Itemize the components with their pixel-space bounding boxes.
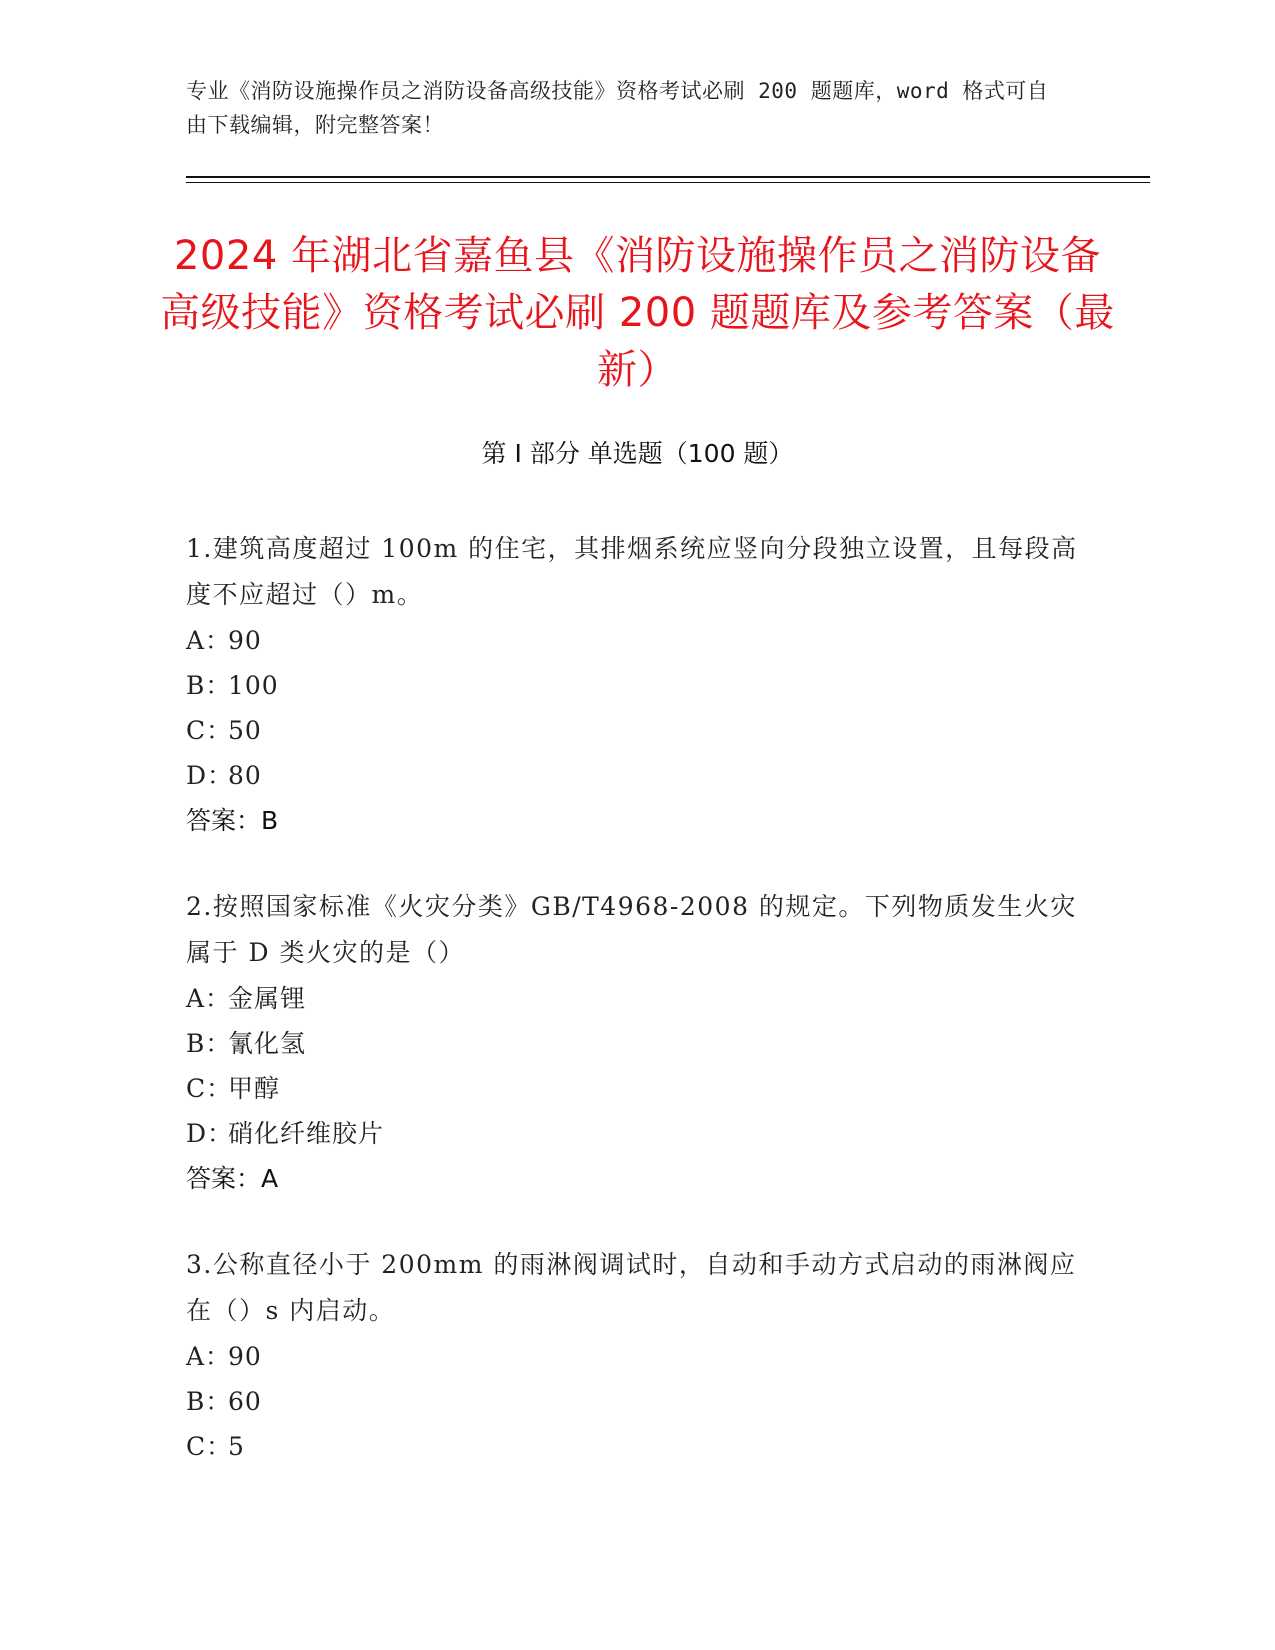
option-text: 100	[228, 671, 279, 700]
option-d	[186, 1111, 1086, 1156]
option-letter: B：	[186, 1029, 232, 1058]
question-stem: 3.公称直径小于 200mm 的雨淋阀调试时，自动和手动方式启动的雨淋阀应在（）s 内启动。	[186, 1250, 1077, 1325]
option-letter: D：	[186, 1119, 234, 1148]
header-divider-thin	[186, 182, 1150, 183]
option-text: 90	[228, 626, 262, 655]
answer-line: 答案：B	[186, 806, 279, 835]
question-stem: 2.按照国家标准《火灾分类》GB/T4968-2008 的规定。下列物质发生火灾属于 D 类火灾的是（）	[186, 892, 1077, 967]
option-b	[186, 1021, 1086, 1066]
option-text: 80	[228, 761, 262, 790]
question-stem: 1.建筑高度超过 100m 的住宅，其排烟系统应竖向分段独立设置，且每段高度不应超过（）m。	[186, 534, 1078, 609]
question-2	[186, 884, 1086, 1201]
option-letter: A：	[186, 1342, 232, 1371]
section-title: 第 I 部分 单选题（100 题）	[481, 439, 794, 468]
document-title: 2024 年湖北省嘉鱼县《消防设施操作员之消防设备高级技能》资格考试必刷 200 题题库及参考答案（最新）	[160, 233, 1115, 393]
option-c	[186, 1066, 1086, 1111]
option-text: 50	[228, 716, 262, 745]
question-3	[186, 1242, 1086, 1469]
option-letter: A：	[186, 626, 232, 655]
option-d	[186, 753, 1086, 798]
option-c	[186, 708, 1086, 753]
option-letter: B：	[186, 1387, 232, 1416]
option-text: 甲醇	[228, 1074, 281, 1103]
option-letter: C：	[186, 1432, 233, 1461]
option-text: 氰化氢	[228, 1029, 307, 1058]
option-text: 硝化纤维胶片	[228, 1119, 385, 1148]
option-a	[186, 618, 1086, 663]
option-c	[186, 1424, 1086, 1469]
question-list	[186, 526, 1086, 1510]
option-a	[186, 1334, 1086, 1379]
question-1	[186, 526, 1086, 843]
option-text: 90	[228, 1342, 262, 1371]
answer-line: 答案：A	[186, 1164, 279, 1193]
header-note: 专业《消防设施操作员之消防设备高级技能》资格考试必刷 200 题题库，word 格式可自由下载编辑，附完整答案！	[186, 79, 1049, 137]
option-letter: C：	[186, 1074, 233, 1103]
option-b	[186, 1379, 1086, 1424]
option-text: 5	[228, 1432, 245, 1461]
option-letter: C：	[186, 716, 233, 745]
option-letter: B：	[186, 671, 232, 700]
option-letter: A：	[186, 984, 232, 1013]
option-text: 60	[228, 1387, 262, 1416]
option-text: 金属锂	[228, 984, 307, 1013]
header-divider-thick	[186, 176, 1150, 178]
option-b	[186, 663, 1086, 708]
option-letter: D：	[186, 761, 234, 790]
option-a	[186, 976, 1086, 1021]
